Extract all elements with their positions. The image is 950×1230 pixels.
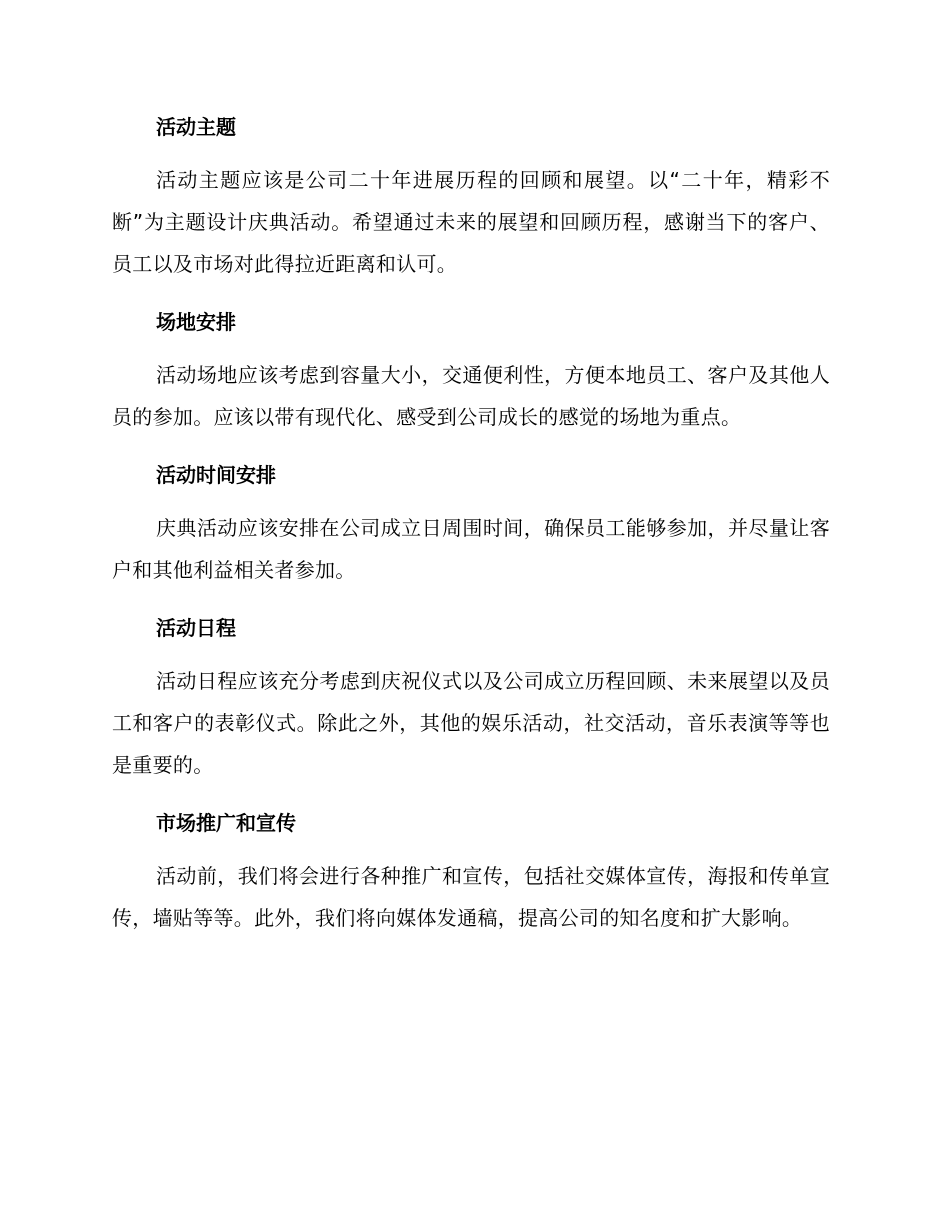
section-heading-time: 活动时间安排 bbox=[156, 463, 276, 487]
document-content bbox=[112, 108, 830, 957]
section-body-theme: 活动主题应该是公司二十年进展历程的回顾和展望。以“二十年，精彩不断”为主题设计庆典活动。希望通过未来的展望和回顾历程，感谢当下的客户、员工以及市场对此得拉近距离和认可。 bbox=[112, 168, 830, 276]
section-heading-schedule: 活动日程 bbox=[156, 616, 236, 640]
section-body-schedule: 活动日程应该充分考虑到庆祝仪式以及公司成立历程回顾、未来展望以及员工和客户的表彰仪式。除此之外，其他的娱乐活动，社交活动，音乐表演等等也是重要的。 bbox=[112, 669, 830, 777]
section-heading-marketing: 市场推广和宣传 bbox=[156, 811, 296, 835]
section-body-venue: 活动场地应该考虑到容量大小，交通便利性，方便本地员工、客户及其他人员的参加。应该以带有现代化、感受到公司成长的感觉的场地为重点。 bbox=[112, 363, 830, 429]
section-body-time: 庆典活动应该安排在公司成立日周围时间，确保员工能够参加，并尽量让客户和其他利益相关者参加。 bbox=[112, 516, 830, 582]
section-heading-theme: 活动主题 bbox=[156, 115, 236, 139]
section-heading-venue: 场地安排 bbox=[156, 310, 236, 334]
section-body-marketing: 活动前，我们将会进行各种推广和宣传，包括社交媒体宣传，海报和传单宣传，墙贴等等。此外，我们将向媒体发通稿，提高公司的知名度和扩大影响。 bbox=[112, 864, 830, 930]
